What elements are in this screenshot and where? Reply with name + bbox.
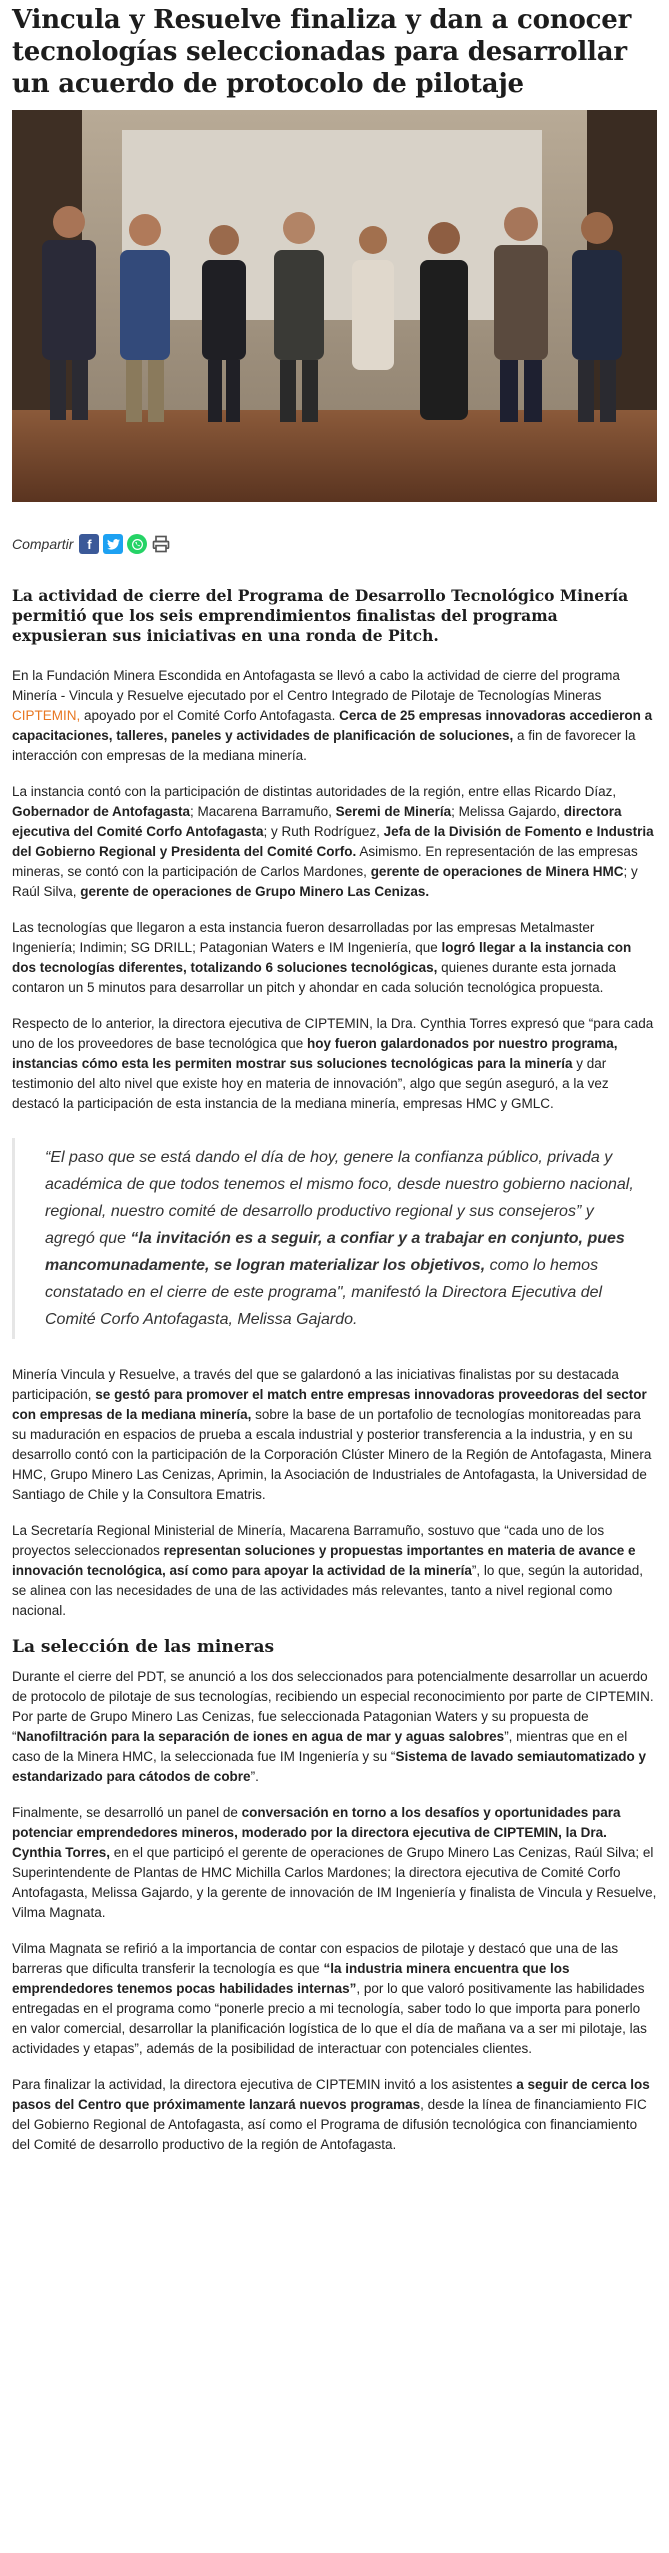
paragraph-1: En la Fundación Minera Escondida en Antofagasta se llevó a cabo la actividad de cierre del programa Minería - Vincula y Resuelve ejecutado por el Centro Integrado de Pilotaje de Tecnologías Mineras CIPTEMIN, apoyado por el Comité Corfo Antofagasta. Cerca de 25 empresas innovadoras accedieron a capacitaciones, talleres, paneles y actividades de planificación de soluciones, a fin de favorecer la interacción con empresas de la mediana minería. — [12, 668, 653, 763]
pull-quote: “El paso que se está dando el día de hoy, genere la confianza público, privada y académica de que todos tenemos el mismo foco, desde nuestro gobierno nacional, regional, nuestro comité de desarrollo productivo regional y sus consejeros” y agregó que “la invitación es a seguir, a confiar y a trabajar en conjunto, pues mancomunadamente, se logran materializar los objetivos, como lo hemos constatado en el cierre de este programa", manifestó la Directora Ejecutiva del Comité Corfo Antofagasta, Melissa Gajardo. — [12, 1138, 657, 1339]
article-lead: La actividad de cierre del Programa de Desarrollo Tecnológico Minería permitió que los seis emprendimientos finalistas del programa expusieran sus iniciativas en una ronda de Pitch. — [12, 586, 629, 645]
paragraph-3: Las tecnologías que llegaron a esta instancia fueron desarrolladas por las empresas Metalmaster Ingeniería; Indimin; SG DRILL; Patagonian Waters e IM Ingeniería, que logró llegar a la instancia con dos tecnologías diferentes, totalizando 6 soluciones tecnológicas, quienes durante esta jornada contaron un 5 minutos para desarrollar un pitch y ahondar en cada solución tecnológica propuesta. — [12, 920, 632, 995]
facebook-icon[interactable]: f — [79, 534, 99, 554]
ciptemin-link[interactable]: CIPTEMIN, — [12, 708, 81, 723]
share-bar — [12, 532, 657, 556]
article-photo — [12, 110, 657, 502]
paragraph-9: Vilma Magnata se refirió a la importancia de contar con espacios de pilotaje y destacó que una de las barreras que dificulta transferir la tecnología es que “la industria minera encuentra que los emprendedores tenemos pocas habilidades internas”, por lo que valoró positivamente las habilidades entregadas en el programa como “ponerle precio a mi tecnología, saber todo lo que importa para ponerlo en valor comercial, desarrollar la planificación logística de lo que el día de mañana va a ser mi pilotaje, las actividades y etapas”, además de la posibilidad de interactuar con potenciales clientes. — [12, 1941, 647, 2056]
paragraph-5: Minería Vincula y Resuelve, a través del que se galardonó a las iniciativas finalistas por su destacada participación, se gestó para promover el match entre empresas innovadoras proveedoras del sector con empresas de la mediana minería, sobre la base de un portafolio de tecnologías monitoreadas para su maduración en espacios de prueba a escala industrial y posterior transferencia a la industria, y en su desarrollo contó con la participación de la Corporación Clúster Minero de la Región de Antofagasta, Minera HMC, Grupo Minero Las Cenizas, Aprimin, la Asociación de Industriales de Antofagasta, la Universidad de Santiago de Chile y la Consultora Ematris. — [12, 1367, 652, 1502]
twitter-icon[interactable] — [103, 534, 123, 554]
paragraph-2: La instancia contó con la participación de distintas autoridades de la región, entre ellas Ricardo Díaz, Gobernador de Antofagasta; Macarena Barramuño, Seremi de Minería; Melissa Gajardo, directora ejecutiva del Comité Corfo Antofagasta; y Ruth Rodríguez, Jefa de la División de Fomento e Industria del Gobierno Regional y Presidenta del Comité Corfo. Asimismo. En representación de las empresas mineras, se contó con la participación de Carlos Mardones, gerente de operaciones de Minera HMC; y Raúl Silva, gerente de operaciones de Grupo Minero Las Cenizas. — [12, 784, 654, 899]
section-heading: La selección de las mineras — [12, 1637, 275, 1657]
paragraph-6: La Secretaría Regional Ministerial de Minería, Macarena Barramuño, sostuvo que “cada uno de los proyectos seleccionados representan soluciones y propuestas importantes en materia de avance e innovación tecnológica, así como para apoyar la actividad de la minería”, lo que, según la autoridad, se alinea con las necesidades de una de las actividades más relevantes, tanto a nivel regional como nacional. — [12, 1523, 644, 1618]
share-label: Compartir — [12, 536, 74, 552]
print-icon[interactable] — [151, 534, 171, 554]
paragraph-4: Respecto de lo anterior, la directora ejecutiva de CIPTEMIN, la Dra. Cynthia Torres expresó que “para cada uno de los proveedores de base tecnológica que hoy fueron galardonados por nuestro programa, instancias cómo esta les permiten mostrar sus soluciones tecnológicas para la minería y dar testimonio del alto nivel que existe hoy en materia de innovación”, algo que según aseguró, a la vez destacó la participación de esta instancia de la mediana minería, empresas HMC y GMLC. — [12, 1016, 654, 1111]
article-title: Vincula y Resuelve finaliza y dan a conocer tecnologías seleccionadas para desarrollar un acuerdo de protocolo de pilotaje — [12, 5, 632, 99]
paragraph-10: Para finalizar la actividad, la directora ejecutiva de CIPTEMIN invitó a los asistentes a seguir de cerca los pasos del Centro que próximamente lanzará nuevos programas, desde la línea de financiamiento FIC del Gobierno Regional de Antofagasta, así como el Programa de difusión tecnológica con financiamiento del Comité de desarrollo productivo de la región de Antofagasta. — [12, 2077, 650, 2152]
paragraph-7: Durante el cierre del PDT, se anunció a los dos seleccionados para potencialmente desarrollar un acuerdo de protocolo de pilotaje de sus tecnologías, recibiendo un especial reconocimiento por parte de CIPTEMIN. Por parte de Grupo Minero Las Cenizas, fue seleccionada Patagonian Waters y su propuesta de “Nanofiltración para la separación de iones en agua de mar y aguas salobres”, mientras que en el caso de la Minera HMC, la seleccionada fue IM Ingeniería y su “Sistema de lavado semiautomatizado y estandarizado para cátodos de cobre”. — [12, 1669, 654, 1784]
paragraph-8: Finalmente, se desarrolló un panel de conversación en torno a los desafíos y oportunidades para potenciar emprendedores mineros, moderado por la directora ejecutiva de CIPTEMIN, la Dra. Cynthia Torres, en el que participó el gerente de operaciones de Grupo Minero Las Cenizas, Raúl Silva; el Superintendente de Plantas de HMC Michilla Carlos Mardones; la directora ejecutiva de Comité Corfo Antofagasta, Melissa Gajardo, y la gerente de innovación de IM Ingeniería y finalista de Vincula y Resuelve, Vilma Magnata. — [12, 1805, 657, 1920]
whatsapp-icon[interactable] — [127, 534, 147, 554]
